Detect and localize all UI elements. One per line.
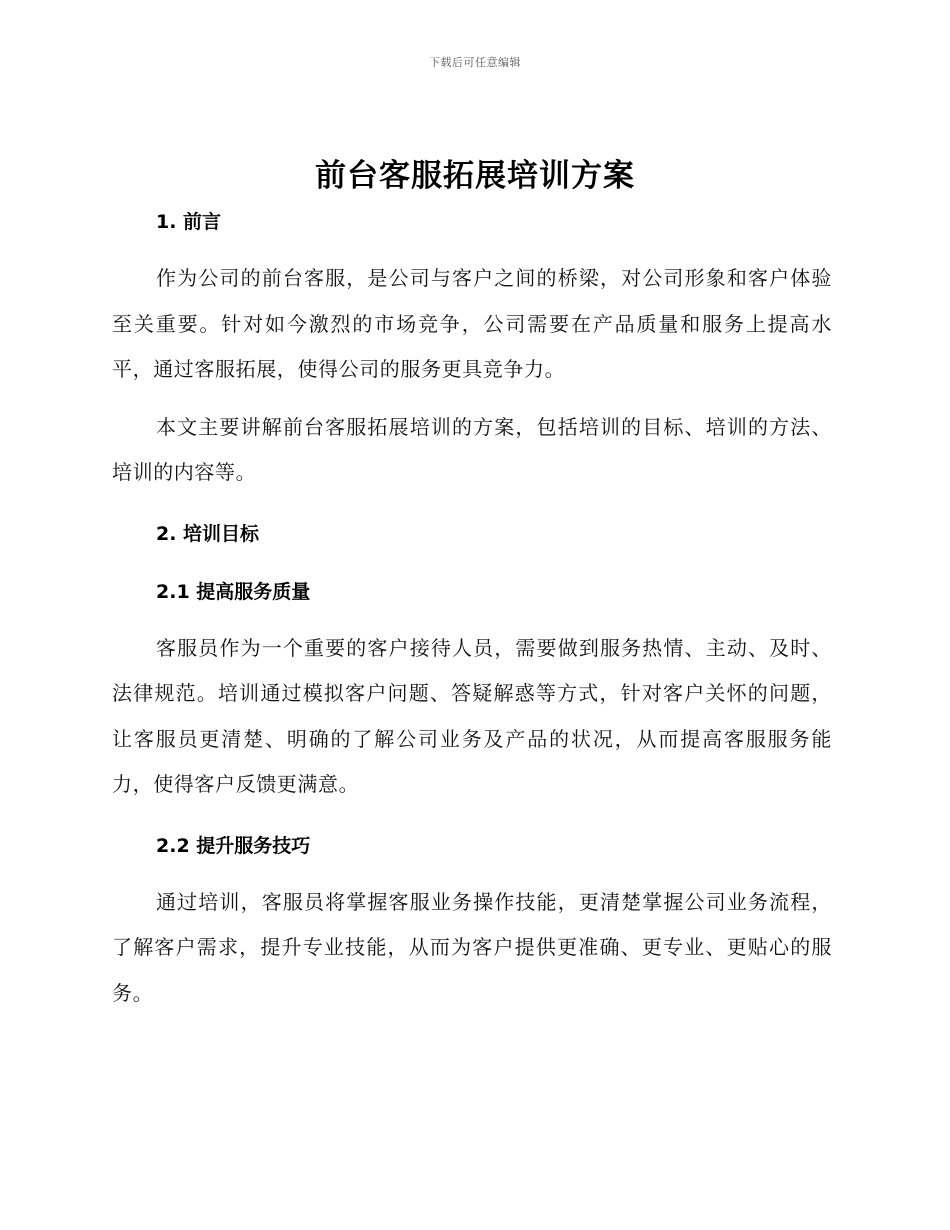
section-heading-preface: 1. 前言 bbox=[156, 211, 222, 233]
document-title: 前台客服拓展培训方案 bbox=[315, 158, 635, 194]
subsection-heading-service-skills: 2.2 提升服务技巧 bbox=[156, 834, 311, 857]
subsection-heading-service-quality: 2.1 提高服务质量 bbox=[156, 580, 311, 603]
header-watermark: 下载后可任意编辑 bbox=[429, 56, 521, 69]
section-heading-training-goals: 2. 培训目标 bbox=[156, 522, 260, 545]
document-body bbox=[112, 200, 832, 1016]
section-paragraph: 客服员作为一个重要的客户接待人员，需要做到服务热情、主动、及时、法律规范。培训通过模拟客户问题、答疑解惑等方式，针对客户关怀的问题，让客服员更清楚、明确的了解公司业务及产品的状况，从而提高客服服务能力，使得客户反馈更满意。 bbox=[112, 635, 832, 796]
section-paragraph: 通过培训，客服员将掌握客服业务操作技能，更清楚掌握公司业务流程，了解客户需求，提升专业技能，从而为客户提供更准确、更专业、更贴心的服务。 bbox=[112, 889, 832, 1005]
section-paragraph: 作为公司的前台客服，是公司与客户之间的桥梁，对公司形象和客户体验至关重要。针对如今激烈的市场竞争，公司需要在产品质量和服务上提高水平，通过客服拓展，使得公司的服务更具竞争力。 bbox=[112, 266, 832, 381]
section-paragraph: 本文主要讲解前台客服拓展培训的方案，包括培训的目标、培训的方法、培训的内容等。 bbox=[112, 414, 832, 484]
